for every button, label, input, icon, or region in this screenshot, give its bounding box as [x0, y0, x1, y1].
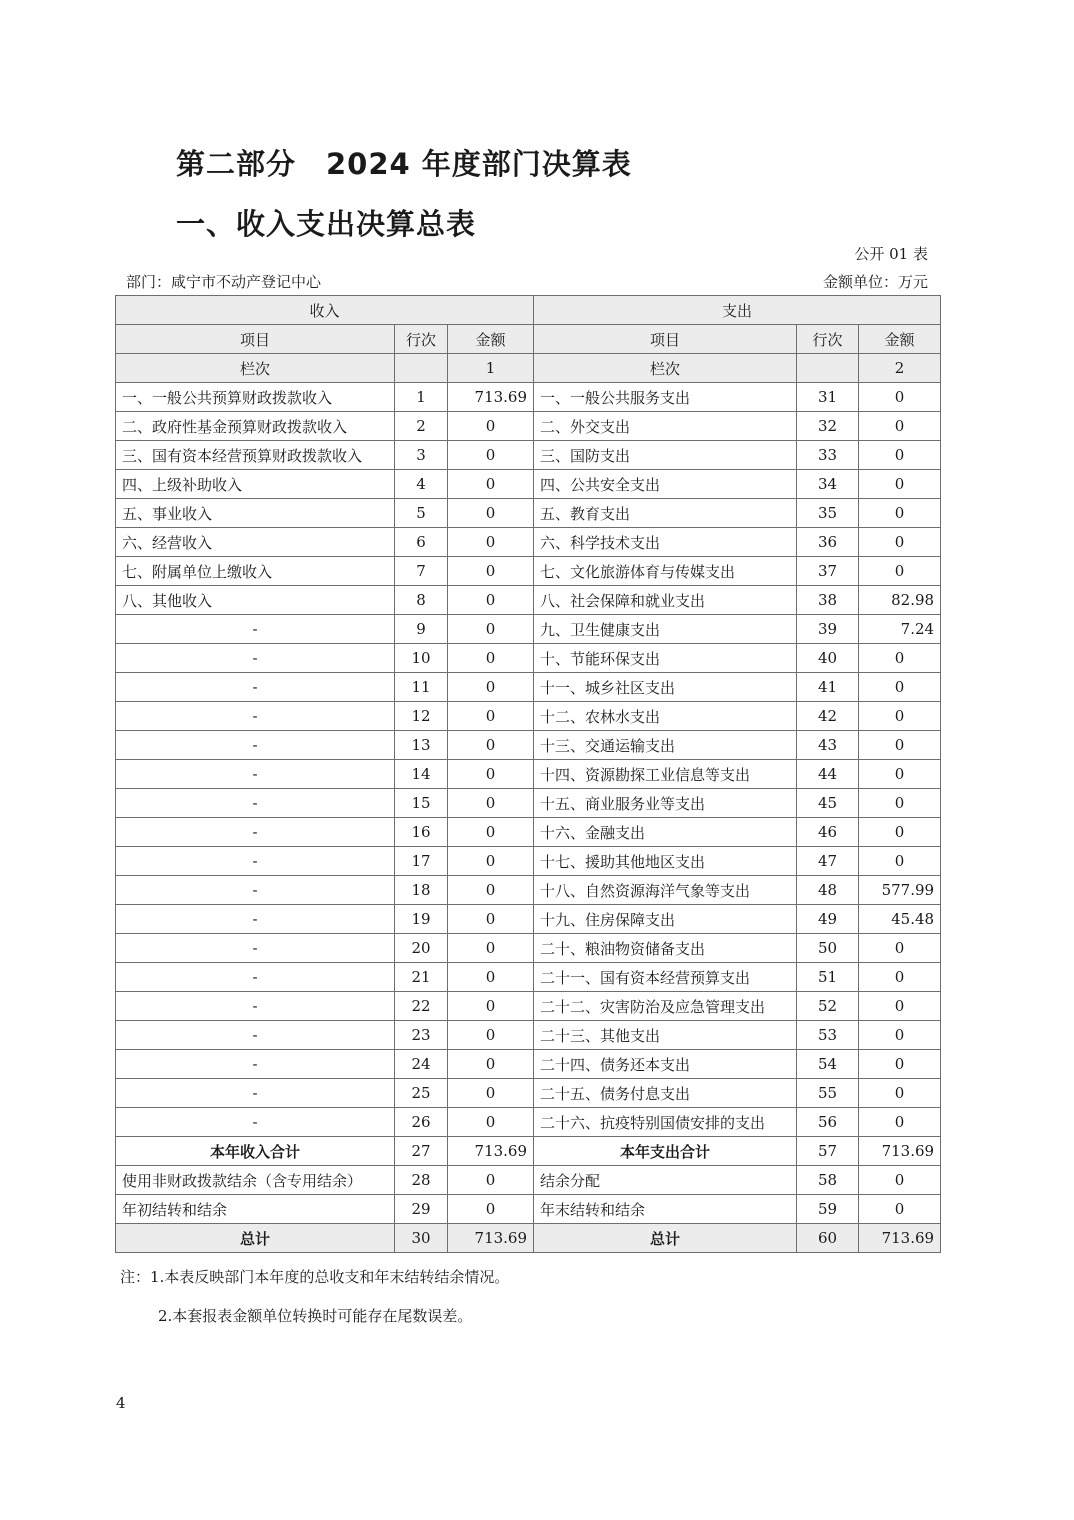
expense-line-cell: 52 [797, 992, 859, 1021]
table-row [116, 760, 941, 789]
expense-amount-cell: 0 [859, 789, 941, 818]
table-row [116, 1050, 941, 1079]
income-line-cell: 16 [395, 818, 448, 847]
income-amount-cell: 0 [448, 499, 534, 528]
expense-item-cell: 十、节能环保支出 [534, 644, 797, 673]
expense-amount-cell: 0 [859, 1108, 941, 1137]
income-item-cell: - [116, 847, 395, 876]
income-item-cell: - [116, 1021, 395, 1050]
income-item-cell: - [116, 1108, 395, 1137]
expense-line-cell: 32 [797, 412, 859, 441]
expense-item-cell: 二十一、国有资本经营预算支出 [534, 963, 797, 992]
expense-item-cell: 十七、援助其他地区支出 [534, 847, 797, 876]
income-amount-cell: 0 [448, 818, 534, 847]
expense-item-cell: 十二、农林水支出 [534, 702, 797, 731]
expense-line-cell: 33 [797, 441, 859, 470]
table-row [116, 1137, 941, 1166]
income-item-cell: - [116, 963, 395, 992]
table-row [116, 818, 941, 847]
income-line-cell: 25 [395, 1079, 448, 1108]
expense-header: 支出 [534, 296, 941, 325]
expense-amount-cell: 0 [859, 1021, 941, 1050]
income-item-cell: 四、上级补助收入 [116, 470, 395, 499]
expense-line-cell: 43 [797, 731, 859, 760]
table-row [116, 1079, 941, 1108]
income-line-cell: 21 [395, 963, 448, 992]
income-item-cell: 三、国有资本经营预算财政拨款收入 [116, 441, 395, 470]
expense-line-cell: 41 [797, 673, 859, 702]
table-row [116, 992, 941, 1021]
table-row [116, 673, 941, 702]
table-row [116, 586, 941, 615]
expense-line-cell: 47 [797, 847, 859, 876]
income-amount-cell: 713.69 [448, 1224, 534, 1253]
expense-line-cell: 48 [797, 876, 859, 905]
table-row [116, 876, 941, 905]
income-item-cell: 五、事业收入 [116, 499, 395, 528]
income-item-cell: - [116, 789, 395, 818]
expense-item-cell: 二十、粮油物资储备支出 [534, 934, 797, 963]
table-row [116, 905, 941, 934]
expense-amount-cell: 0 [859, 383, 941, 412]
page-title: 第二部分 2024 年度部门决算表 [176, 147, 632, 181]
expense-line-cell: 58 [797, 1166, 859, 1195]
expense-item-cell: 九、卫生健康支出 [534, 615, 797, 644]
income-line-cell: 18 [395, 876, 448, 905]
expense-item-cell: 十六、金融支出 [534, 818, 797, 847]
expense-amount-cell: 0 [859, 1195, 941, 1224]
table-row [116, 470, 941, 499]
expense-line-cell: 56 [797, 1108, 859, 1137]
expense-line-cell: 49 [797, 905, 859, 934]
expense-amount-cell: 45.48 [859, 905, 941, 934]
expense-item-cell: 五、教育支出 [534, 499, 797, 528]
expense-amount-cell: 0 [859, 731, 941, 760]
income-item-cell: - [116, 818, 395, 847]
income-amount-cell: 0 [448, 963, 534, 992]
table-row [116, 963, 941, 992]
expense-index-amount: 2 [859, 354, 941, 383]
expense-index-label: 栏次 [534, 354, 797, 383]
income-item-cell: - [116, 644, 395, 673]
income-line-cell: 22 [395, 992, 448, 1021]
income-amount-cell: 0 [448, 615, 534, 644]
income-line-cell: 11 [395, 673, 448, 702]
income-item-cell: - [116, 673, 395, 702]
income-line-cell: 30 [395, 1224, 448, 1253]
expense-line-cell: 44 [797, 760, 859, 789]
income-line-cell: 23 [395, 1021, 448, 1050]
table-row [116, 528, 941, 557]
income-line-cell: 13 [395, 731, 448, 760]
table-row [116, 412, 941, 441]
income-line-cell: 1 [395, 383, 448, 412]
income-line-cell: 5 [395, 499, 448, 528]
table-row [116, 847, 941, 876]
income-index-amount: 1 [448, 354, 534, 383]
expense-item-cell: 六、科学技术支出 [534, 528, 797, 557]
expense-amount-cell: 0 [859, 499, 941, 528]
income-item-cell: 总计 [116, 1224, 395, 1253]
income-line-cell: 6 [395, 528, 448, 557]
income-line-cell: 2 [395, 412, 448, 441]
income-amount-cell: 713.69 [448, 383, 534, 412]
income-header: 收入 [116, 296, 534, 325]
income-amount-cell: 0 [448, 557, 534, 586]
department-label: 部门：咸宁市不动产登记中心 [126, 273, 322, 291]
income-item-cell: 一、一般公共预算财政拨款收入 [116, 383, 395, 412]
income-amount-cell: 0 [448, 702, 534, 731]
income-amount-cell: 0 [448, 470, 534, 499]
expense-item-cell: 本年支出合计 [534, 1137, 797, 1166]
expense-item-cell: 十九、住房保障支出 [534, 905, 797, 934]
expense-amount-cell: 0 [859, 673, 941, 702]
expense-amount-cell: 0 [859, 1079, 941, 1108]
income-amount-cell: 0 [448, 644, 534, 673]
income-line-cell: 28 [395, 1166, 448, 1195]
expense-line-cell: 57 [797, 1137, 859, 1166]
income-line-cell: 4 [395, 470, 448, 499]
expense-item-cell: 十五、商业服务业等支出 [534, 789, 797, 818]
expense-amount-cell: 0 [859, 412, 941, 441]
income-index-line [395, 354, 448, 383]
income-amount-cell: 0 [448, 992, 534, 1021]
table-row [116, 789, 941, 818]
table-row [116, 1021, 941, 1050]
income-item-cell: - [116, 702, 395, 731]
expense-amount-header: 金额 [859, 325, 941, 354]
expense-item-cell: 二十五、债务付息支出 [534, 1079, 797, 1108]
expense-item-cell: 十一、城乡社区支出 [534, 673, 797, 702]
expense-amount-cell: 82.98 [859, 586, 941, 615]
table-header-row-1 [116, 296, 941, 325]
expense-item-cell: 二十二、灾害防治及应急管理支出 [534, 992, 797, 1021]
table-row [116, 615, 941, 644]
table-row [116, 441, 941, 470]
income-line-cell: 10 [395, 644, 448, 673]
expense-item-cell: 十三、交通运输支出 [534, 731, 797, 760]
income-amount-cell: 0 [448, 673, 534, 702]
income-item-cell: - [116, 760, 395, 789]
income-amount-cell: 0 [448, 1166, 534, 1195]
expense-line-cell: 54 [797, 1050, 859, 1079]
expense-amount-cell: 0 [859, 847, 941, 876]
form-code: 公开 01 表 [854, 245, 928, 263]
expense-item-header: 项目 [534, 325, 797, 354]
income-item-cell: - [116, 1050, 395, 1079]
income-item-cell: - [116, 876, 395, 905]
income-amount-cell: 0 [448, 876, 534, 905]
expense-line-cell: 38 [797, 586, 859, 615]
income-item-cell: - [116, 731, 395, 760]
income-item-cell: 二、政府性基金预算财政拨款收入 [116, 412, 395, 441]
income-line-cell: 9 [395, 615, 448, 644]
income-amount-cell: 0 [448, 1079, 534, 1108]
expense-item-cell: 十四、资源勘探工业信息等支出 [534, 760, 797, 789]
table-row [116, 557, 941, 586]
income-line-cell: 14 [395, 760, 448, 789]
expense-line-cell: 35 [797, 499, 859, 528]
table-row [116, 1224, 941, 1253]
expense-index-line [797, 354, 859, 383]
expense-line-cell: 34 [797, 470, 859, 499]
income-line-cell: 20 [395, 934, 448, 963]
expense-amount-cell: 577.99 [859, 876, 941, 905]
expense-line-cell: 39 [797, 615, 859, 644]
expense-item-cell: 二、外交支出 [534, 412, 797, 441]
amount-unit-label: 金额单位：万元 [822, 273, 928, 291]
table-row [116, 702, 941, 731]
expense-item-cell: 四、公共安全支出 [534, 470, 797, 499]
table-row [116, 1166, 941, 1195]
expense-line-cell: 55 [797, 1079, 859, 1108]
expense-item-cell: 年末结转和结余 [534, 1195, 797, 1224]
income-line-cell: 29 [395, 1195, 448, 1224]
expense-amount-cell: 0 [859, 557, 941, 586]
income-amount-header: 金额 [448, 325, 534, 354]
table-row [116, 499, 941, 528]
income-amount-cell: 0 [448, 847, 534, 876]
income-line-cell: 17 [395, 847, 448, 876]
expense-line-cell: 60 [797, 1224, 859, 1253]
income-line-header: 行次 [395, 325, 448, 354]
income-expense-table [115, 295, 941, 1253]
income-amount-cell: 0 [448, 905, 534, 934]
expense-item-cell: 七、文化旅游体育与传媒支出 [534, 557, 797, 586]
income-item-cell: - [116, 992, 395, 1021]
expense-amount-cell: 0 [859, 441, 941, 470]
income-amount-cell: 0 [448, 586, 534, 615]
income-item-cell: - [116, 1079, 395, 1108]
income-amount-cell: 0 [448, 1108, 534, 1137]
expense-amount-cell: 0 [859, 963, 941, 992]
expense-line-cell: 46 [797, 818, 859, 847]
expense-line-cell: 45 [797, 789, 859, 818]
expense-item-cell: 八、社会保障和就业支出 [534, 586, 797, 615]
expense-amount-cell: 0 [859, 470, 941, 499]
expense-item-cell: 二十六、抗疫特别国债安排的支出 [534, 1108, 797, 1137]
income-item-cell: - [116, 615, 395, 644]
expense-amount-cell: 0 [859, 702, 941, 731]
expense-line-cell: 40 [797, 644, 859, 673]
expense-amount-cell: 0 [859, 1166, 941, 1195]
income-item-cell: 年初结转和结余 [116, 1195, 395, 1224]
expense-amount-cell: 0 [859, 528, 941, 557]
expense-item-cell: 三、国防支出 [534, 441, 797, 470]
expense-line-cell: 51 [797, 963, 859, 992]
table-index-row [116, 354, 941, 383]
expense-item-cell: 结余分配 [534, 1166, 797, 1195]
table-row [116, 644, 941, 673]
table-row [116, 1108, 941, 1137]
income-amount-cell: 0 [448, 1050, 534, 1079]
expense-amount-cell: 0 [859, 992, 941, 1021]
expense-amount-cell: 7.24 [859, 615, 941, 644]
expense-line-cell: 50 [797, 934, 859, 963]
income-item-cell: 八、其他收入 [116, 586, 395, 615]
note-1: 注：1.本表反映部门本年度的总收支和年末结转结余情况。 [120, 1268, 510, 1286]
expense-line-cell: 53 [797, 1021, 859, 1050]
income-item-header: 项目 [116, 325, 395, 354]
table-row [116, 934, 941, 963]
income-amount-cell: 0 [448, 731, 534, 760]
income-amount-cell: 0 [448, 412, 534, 441]
expense-amount-cell: 0 [859, 1050, 941, 1079]
income-line-cell: 24 [395, 1050, 448, 1079]
income-item-cell: - [116, 905, 395, 934]
expense-item-cell: 总计 [534, 1224, 797, 1253]
section-title: 一、收入支出决算总表 [176, 207, 477, 241]
expense-amount-cell: 0 [859, 760, 941, 789]
income-line-cell: 8 [395, 586, 448, 615]
income-amount-cell: 713.69 [448, 1137, 534, 1166]
expense-line-cell: 37 [797, 557, 859, 586]
expense-item-cell: 十八、自然资源海洋气象等支出 [534, 876, 797, 905]
income-item-cell: 本年收入合计 [116, 1137, 395, 1166]
table-row [116, 1195, 941, 1224]
expense-line-cell: 31 [797, 383, 859, 412]
expense-amount-cell: 713.69 [859, 1137, 941, 1166]
expense-item-cell: 一、一般公共服务支出 [534, 383, 797, 412]
income-item-cell: - [116, 934, 395, 963]
income-amount-cell: 0 [448, 528, 534, 557]
table-row [116, 731, 941, 760]
income-item-cell: 七、附属单位上缴收入 [116, 557, 395, 586]
income-amount-cell: 0 [448, 760, 534, 789]
income-amount-cell: 0 [448, 789, 534, 818]
income-line-cell: 12 [395, 702, 448, 731]
income-line-cell: 19 [395, 905, 448, 934]
expense-amount-cell: 713.69 [859, 1224, 941, 1253]
table-header-row-2 [116, 325, 941, 354]
expense-amount-cell: 0 [859, 644, 941, 673]
income-item-cell: 使用非财政拨款结余（含专用结余） [116, 1166, 395, 1195]
income-amount-cell: 0 [448, 1195, 534, 1224]
income-line-cell: 27 [395, 1137, 448, 1166]
expense-line-cell: 42 [797, 702, 859, 731]
expense-item-cell: 二十三、其他支出 [534, 1021, 797, 1050]
income-item-cell: 六、经营收入 [116, 528, 395, 557]
expense-line-cell: 36 [797, 528, 859, 557]
income-line-cell: 7 [395, 557, 448, 586]
income-line-cell: 3 [395, 441, 448, 470]
expense-amount-cell: 0 [859, 818, 941, 847]
expense-line-cell: 59 [797, 1195, 859, 1224]
expense-amount-cell: 0 [859, 934, 941, 963]
income-amount-cell: 0 [448, 1021, 534, 1050]
page-number: 4 [116, 1394, 126, 1412]
income-line-cell: 26 [395, 1108, 448, 1137]
income-amount-cell: 0 [448, 934, 534, 963]
expense-item-cell: 二十四、债务还本支出 [534, 1050, 797, 1079]
income-amount-cell: 0 [448, 441, 534, 470]
income-index-label: 栏次 [116, 354, 395, 383]
income-line-cell: 15 [395, 789, 448, 818]
table-row [116, 383, 941, 412]
expense-line-header: 行次 [797, 325, 859, 354]
note-2: 2.本套报表金额单位转换时可能存在尾数误差。 [158, 1307, 473, 1325]
